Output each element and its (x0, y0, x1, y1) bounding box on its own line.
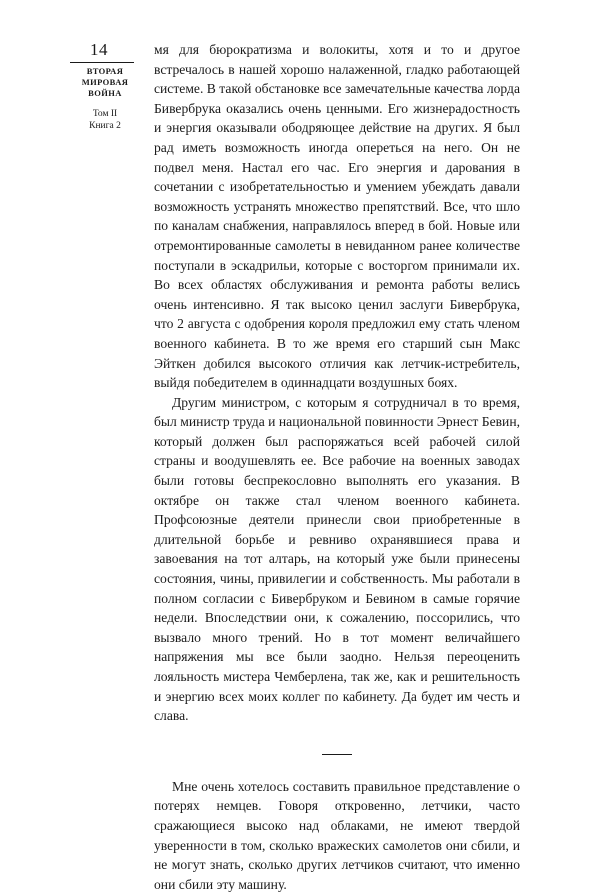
running-head-line-3: ВОЙНА (88, 88, 122, 98)
volume-label: Том II (92, 109, 118, 119)
running-head-line-2: МИРОВАЯ (81, 77, 129, 87)
running-head-title (70, 66, 140, 99)
paragraph-losses: Мне очень хотелось составить правильное представление о потерях немцев. Говоря откровенно, летчики, часто сражающиеся высоко над облаками, не имеют твердой уверенности в том, сколько вражеских самолетов они сбили, и не могут знать, сколько других летчиков считают, что именно они сбили эту машину. (154, 778, 520, 892)
section-divider (322, 754, 352, 755)
paragraph-bevin: Другим министром, с которым я сотрудничал в то время, был министр труда и национальной повинности Эрнест Бевин, который должен был распоряжаться всей рабочей силой страны и воодушевлять ее. Все рабочие на военных заводах были готовы беспрекословно выполнять его указания. В октябре он также стал членом военного кабинета. Профсоюзные деятели принесли свои приобретенные в длительной борьбе и ревниво охранявшиеся права и завоевания на тот алтарь, на который уже были принесены состояния, чины, привилегии и собственность. Мы работали в полном согласии с Бивербруком и Бевином в самые горячие недели. Впоследствии они, к сожалению, поссорились, что вызвало много трений. Но в тот момент величайшего напряжения мы все были заодно. Нельзя переоценить лояльность мистера Чемберлена, так же, как и решительность и энергию всех моих коллег по кабинету. Да будет им честь и слава. (154, 394, 520, 724)
book-label: Книга 2 (89, 121, 121, 131)
running-head-line-1: ВТОРАЯ (86, 66, 124, 76)
page-number: 14 (90, 40, 108, 59)
running-head-rule (70, 62, 134, 63)
text-column (154, 40, 520, 894)
paragraph-continued: мя для бюрократизма и волокиты, хотя и то и другое встречалось в нашей хорошо налаженной, гладко работающей системе. В такой обстановке все замечательные качества лорда Бивербрука оказались очень ценными. Его жизнерадостность и энергия оказывали ободряющее действие на других. Я был рад иметь возможность иногда опереться на него. Он не подвел меня. Настал его час. Его энергия и дарования в сочетании с изобретательностью и умением убеждать давали возможность устранять множество препятствий. Все, что шло по каналам снабжения, направлялось вперед в бой. Новые или отремонтированные самолеты в невиданном ранее количестве поступали в эскадрильи, которые с восторгом принимали их. Во всех областях обслуживания и ремонта работы велись очень интенсивно. Я так высоко ценил заслуги Бивербрука, что 2 августа с одобрения короля предложил ему стать членом военного кабинета. В то же время его старший сын Макс Эйткен добился высокого отличия как летчик-истребитель, выйдя победителем в одиннадцати воздушных боях. (154, 42, 520, 391)
volume-info (70, 108, 140, 132)
